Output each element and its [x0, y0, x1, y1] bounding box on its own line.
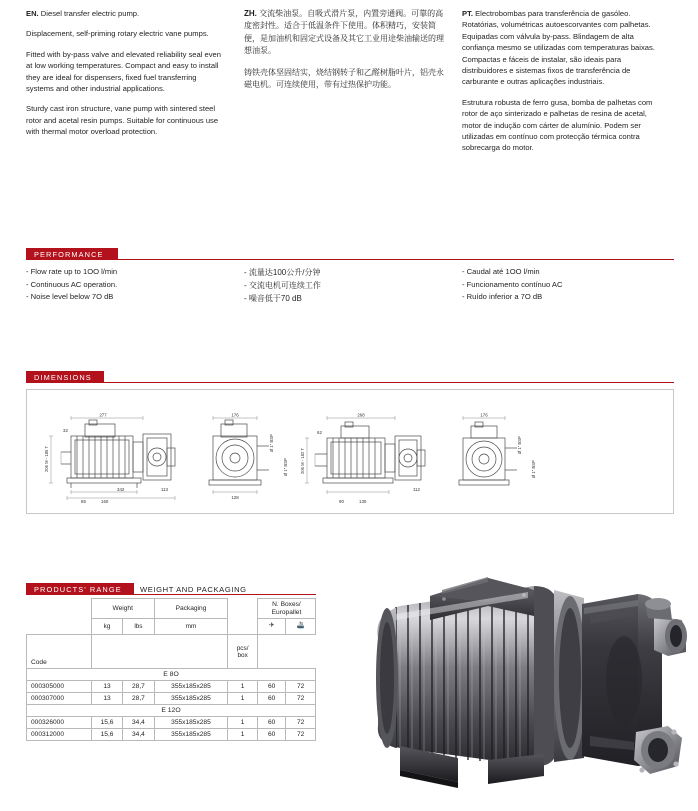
products-range-rule	[26, 594, 316, 595]
svg-text:112: 112	[413, 487, 420, 492]
performance-en-item-1: - Continuous AC operation.	[26, 279, 118, 289]
cell-sea: 72	[286, 729, 316, 741]
header-cell-blank	[27, 599, 92, 635]
svg-text:128: 128	[231, 495, 239, 500]
cell-sea: 72	[286, 693, 316, 705]
cell-lbs: 34,4	[123, 717, 154, 729]
table-row	[27, 717, 316, 729]
table-family-row-e80	[27, 669, 316, 681]
cell-pcs: 1	[228, 717, 258, 729]
table-header-code-row	[27, 635, 316, 669]
performance-columns	[26, 266, 674, 306]
drawing-e120-side-view	[41, 412, 191, 504]
description-zh-p1: 铸铁壳体坚固结实，烧结钢转子和乙醛树脂叶片，铝壳永磁电机。可连续使用，带有过热保护功能。	[244, 67, 444, 89]
cell-lbs: 34,4	[123, 729, 154, 741]
description-pt-lead-text: Electrobombas para transferência de gasóleo. Rotatórias, volumétricas autoescorvantes com palhetas. Equipadas com válvula by-pass. Blindagem de alta confiança mesmo se utilizadas com temperaturas baixas. Compactas e fáceis de instalar, são ideais para distribuidores e sistemas fixos de transferência de carburante e outras aplicações industriais.	[462, 9, 655, 87]
svg-text:206 M - 182 T: 206 M - 182 T	[300, 448, 305, 474]
performance-zh-item-0: - 流量达100公升/分钟	[244, 268, 321, 277]
description-column-en	[26, 8, 226, 163]
cell-mm: 355x185x285	[154, 717, 228, 729]
header-boxes	[257, 599, 315, 619]
description-en-lead-text: Diesel transfer electric pump.	[40, 9, 140, 18]
header-code: Code	[27, 635, 92, 669]
cell-kg: 15,6	[91, 729, 122, 741]
products-range-subtitle: WEIGHT AND PACKAGING	[140, 585, 247, 594]
airplane-icon: ✈	[257, 619, 285, 635]
product-photo	[338, 520, 688, 802]
spacer-kg	[91, 635, 122, 669]
description-en-p1: Displacement, self-priming rotary electric vane pumps.	[26, 29, 209, 39]
header-pcs-line2: box	[237, 651, 248, 659]
spacer-mm	[154, 635, 228, 669]
cell-kg: 15,6	[91, 717, 122, 729]
description-en-lead	[26, 8, 226, 19]
description-zh-lead-text: 交流柴油泵。自吸式滑片泵，内置旁通阀。可靠的高度密封性。适合于低温条件下使用。体积精巧，安装简便，是加油机和固定式设备及其它工业用途柴油输送的理想油泵。	[244, 9, 444, 56]
cell-lbs: 28,7	[123, 681, 154, 693]
header-kg: kg	[91, 619, 122, 635]
description-pt-lead	[462, 8, 662, 88]
drawing-e80-front-view	[445, 412, 541, 504]
svg-text:176: 176	[231, 412, 239, 418]
svg-text:342: 342	[117, 487, 125, 492]
performance-column-pt	[462, 266, 662, 306]
dimensions-drawing-box	[26, 389, 674, 514]
header-lbs: lbs	[123, 619, 154, 635]
motor-front-shield	[534, 586, 586, 766]
spacer-lbs	[123, 635, 154, 669]
svg-text:176: 176	[480, 412, 488, 418]
svg-text:Ø 1" BSP: Ø 1" BSP	[269, 434, 274, 452]
cell-sea: 72	[286, 717, 316, 729]
svg-text:113: 113	[161, 487, 168, 492]
description-pt-p1: Estrutura robusta de ferro gusa, bomba de palhetas com rotor de aço sinterizado e palhetas de resina de acetal, motor de indução com cárter de alumínio. Podem ser utilizadas em contínuo com protecção térmica contra sobrecarga do motor.	[462, 97, 653, 153]
svg-text:206 M - 185 T: 206 M - 185 T	[44, 446, 49, 472]
cell-code: 000305000	[27, 681, 92, 693]
motor-rear-cap	[376, 608, 398, 748]
drawing-e80-side-view	[295, 412, 445, 504]
header-packaging: Packaging	[154, 599, 228, 619]
ship-icon: 🚢	[286, 619, 316, 635]
header-pcs-line1: pcs/	[236, 644, 249, 652]
header-pcs-box	[228, 635, 258, 669]
svg-text:Ø 1" BSP: Ø 1" BSP	[283, 458, 288, 476]
cell-code: 000307000	[27, 693, 92, 705]
cell-air: 60	[257, 729, 285, 741]
performance-pt-item-1: - Funcionamento contínuo AC	[462, 279, 563, 289]
table-row	[27, 693, 316, 705]
svg-text:90: 90	[339, 499, 344, 504]
header-weight: Weight	[91, 599, 154, 619]
products-range-section-header: PRODUCTS' RANGE	[26, 583, 134, 595]
description-zh-lead	[244, 8, 444, 58]
performance-column-en	[26, 266, 226, 306]
svg-text:130: 130	[359, 499, 367, 504]
header-boxes-line1: N. Boxes/	[272, 601, 301, 608]
cell-mm: 355x185x285	[154, 681, 228, 693]
performance-pt-item-0: - Caudal até 1OO l/min	[462, 267, 540, 276]
table-family-row-e120	[27, 705, 316, 717]
svg-text:85: 85	[81, 499, 86, 504]
products-range-table	[26, 598, 316, 741]
header-boxes-line2: Europallet	[271, 608, 302, 616]
description-column-pt	[462, 8, 662, 163]
cell-code: 000326000	[27, 717, 92, 729]
dimensions-rule	[26, 382, 674, 383]
spacer-sea	[286, 635, 316, 669]
svg-text:32: 32	[63, 428, 68, 433]
header-cell-blank-2	[228, 599, 258, 635]
cell-kg: 13	[91, 693, 122, 705]
performance-section-header: PERFORMANCE	[26, 248, 118, 260]
cell-lbs: 28,7	[123, 693, 154, 705]
cell-pcs: 1	[228, 681, 258, 693]
bypass-valve-cap	[644, 598, 672, 620]
table-row	[27, 729, 316, 741]
drawing-e120-front-view	[195, 412, 291, 504]
table-row	[27, 681, 316, 693]
svg-text:62: 62	[317, 430, 322, 435]
performance-zh-item-2: - 噪音低于70 dB	[244, 294, 302, 304]
lang-code-zh: ZH.	[244, 9, 257, 18]
performance-en-item-0: - Flow rate up to 1OO l/min	[26, 267, 118, 276]
family-name-e80: E 8O	[27, 669, 316, 681]
lang-code-pt: PT.	[462, 9, 473, 18]
pump-outlet-flange	[634, 726, 682, 774]
family-name-e120: E 12O	[27, 705, 316, 717]
svg-text:160: 160	[101, 499, 109, 504]
description-column-zh	[244, 8, 444, 163]
svg-text:Ø 1" BSP: Ø 1" BSP	[517, 436, 522, 454]
performance-en-item-2: - Noise level below 7O dB	[26, 292, 114, 302]
cell-kg: 13	[91, 681, 122, 693]
performance-pt-item-2: - Ruído inferior a 7O dB	[462, 292, 543, 302]
cell-code: 000312000	[27, 729, 92, 741]
svg-text:268: 268	[357, 412, 365, 418]
description-row	[26, 8, 674, 163]
description-en-p2: Fitted with by-pass valve and elevated reliability seal even at low working temperatures. Compact and easy to install they are ideal for dispensers, fixed fuel transferring systems and other industrial applications.	[26, 49, 222, 93]
cell-mm: 355x185x285	[154, 693, 228, 705]
cell-air: 60	[257, 717, 285, 729]
table-header-group-row	[27, 599, 316, 619]
cell-air: 60	[257, 693, 285, 705]
performance-rule	[26, 259, 674, 260]
svg-text:Ø 1" BSP: Ø 1" BSP	[531, 460, 536, 478]
header-mm: mm	[154, 619, 228, 635]
cell-pcs: 1	[228, 729, 258, 741]
lang-code-en: EN.	[26, 9, 39, 18]
dimensions-section-header: DIMENSIONS	[26, 371, 104, 383]
pump-inlet-flange	[654, 616, 687, 656]
spacer-air	[257, 635, 285, 669]
cell-mm: 355x185x285	[154, 729, 228, 741]
svg-text:277: 277	[99, 412, 107, 418]
cell-sea: 72	[286, 681, 316, 693]
performance-column-zh	[244, 266, 444, 306]
performance-zh-item-1: - 交流电机可连续工作	[244, 281, 321, 291]
cell-air: 60	[257, 681, 285, 693]
description-en-p3: Sturdy cast iron structure, vane pump with sintered steel rotor and acetal resin pumps. Suitable for continuous use with thermal motor overload protection.	[26, 104, 219, 137]
cell-pcs: 1	[228, 693, 258, 705]
